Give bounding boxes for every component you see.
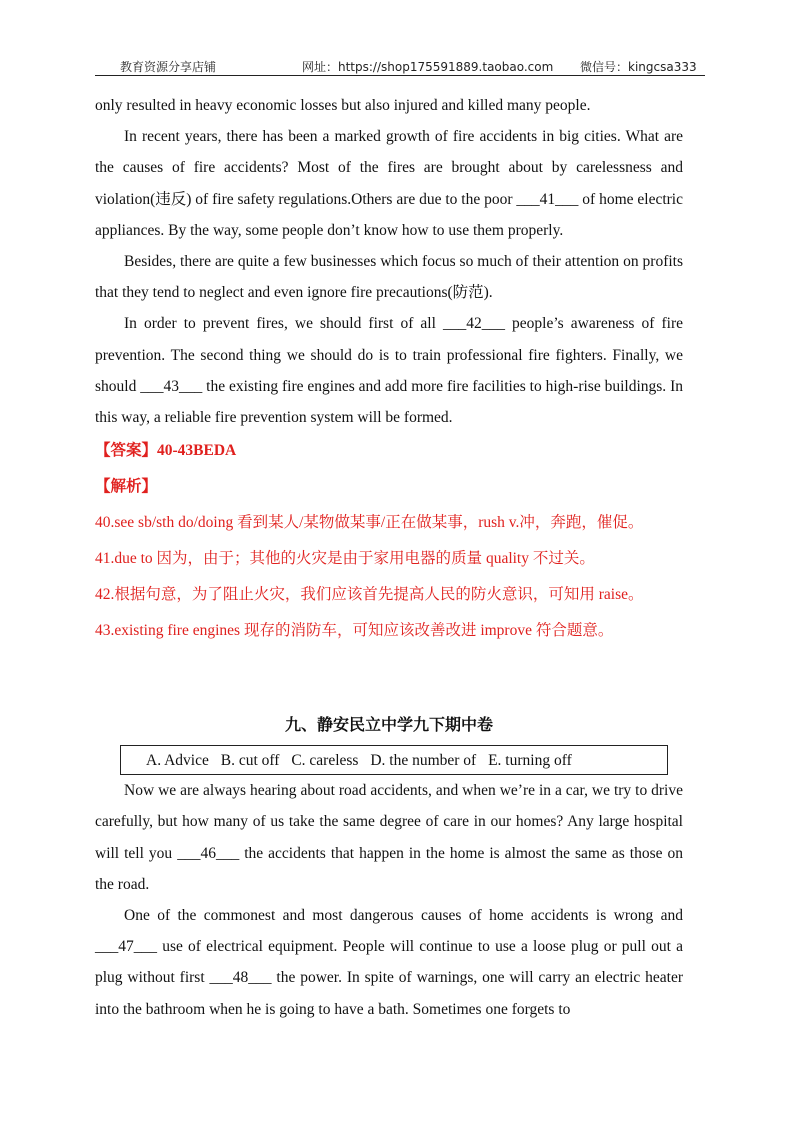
header-shop-name: 教育资源分享店铺 xyxy=(120,60,217,74)
passage1-paragraph: In recent years, there has been a marked growth of fire accidents in big cities. What are the causes of fire accidents? Most of the fires are brought about by carelessness and violation(违反) of fire safety regulations.Others are due to the poor ___41___ of home electric appliances. By the way, some people don’t know how to use them properly. xyxy=(95,128,683,239)
analysis-item: 42.根据句意，为了阻止火灾，我们应该首先提高人民的防火意识，可知用 raise。 xyxy=(95,586,644,604)
option-a: A. Advice xyxy=(146,752,209,770)
passage2-paragraph: Now we are always hearing about road accidents, and when we’re in a car, we try to drive carefully, but how many of us take the same degree of care in our homes? Any large hospital will tell you ___46___ the accidents that happen in the home is almost the same as those on the road. xyxy=(95,782,683,893)
analysis-item: 41.due to 因为，由于；其他的火灾是由于家用电器的质量 quality 不过关。 xyxy=(95,550,595,568)
page-header xyxy=(95,55,705,76)
analysis-label: 【解析】 xyxy=(95,478,158,496)
answer-line: 【答案】40-43BEDA xyxy=(95,442,237,460)
header-wechat: 微信号：kingcsa333 xyxy=(580,60,697,74)
option-e: E. turning off xyxy=(488,752,572,770)
section-spacer xyxy=(95,649,683,711)
section-title: 九、静安民立中学九下期中卷 xyxy=(284,715,493,735)
word-options-box xyxy=(120,745,668,775)
document-body xyxy=(95,90,683,1025)
passage2-paragraph: One of the commonest and most dangerous causes of home accidents is wrong and ___47___ use of electrical equipment. People will continue to use a loose plug or pull out a plug without first ___48___ the power. In spite of warnings, one will carry an electric heater into the bathroom when he is going to have a bath. Sometimes one forgets to xyxy=(95,907,683,1018)
analysis-item: 40.see sb/sth do/doing 看到某人/某物做某事/正在做某事，rush v.冲，奔跑，催促。 xyxy=(95,514,644,532)
passage1-paragraph: only resulted in heavy economic losses but also injured and killed many people. xyxy=(95,97,591,114)
passage1-paragraph: Besides, there are quite a few businesses which focus so much of their attention on profits that they tend to neglect and even ignore fire precautions(防范). xyxy=(95,253,683,302)
option-c: C. careless xyxy=(291,752,359,770)
passage1-paragraph: In order to prevent fires, we should first of all ___42___ people’s awareness of fire prevention. The second thing we should do is to train professional fire fighters. Finally, we should ___43___ the existing fire engines and add more fire facilities to high-rise buildings. In this way, a reliable fire prevention system will be formed. xyxy=(95,315,683,427)
analysis-item: 43.existing fire engines 现存的消防车，可知应该改善改进 improve 符合题意。 xyxy=(95,622,614,640)
option-d: D. the number of xyxy=(370,752,477,770)
header-url: 网址：https://shop175591889.taobao.com xyxy=(302,60,554,74)
option-b: B. cut off xyxy=(220,752,280,770)
